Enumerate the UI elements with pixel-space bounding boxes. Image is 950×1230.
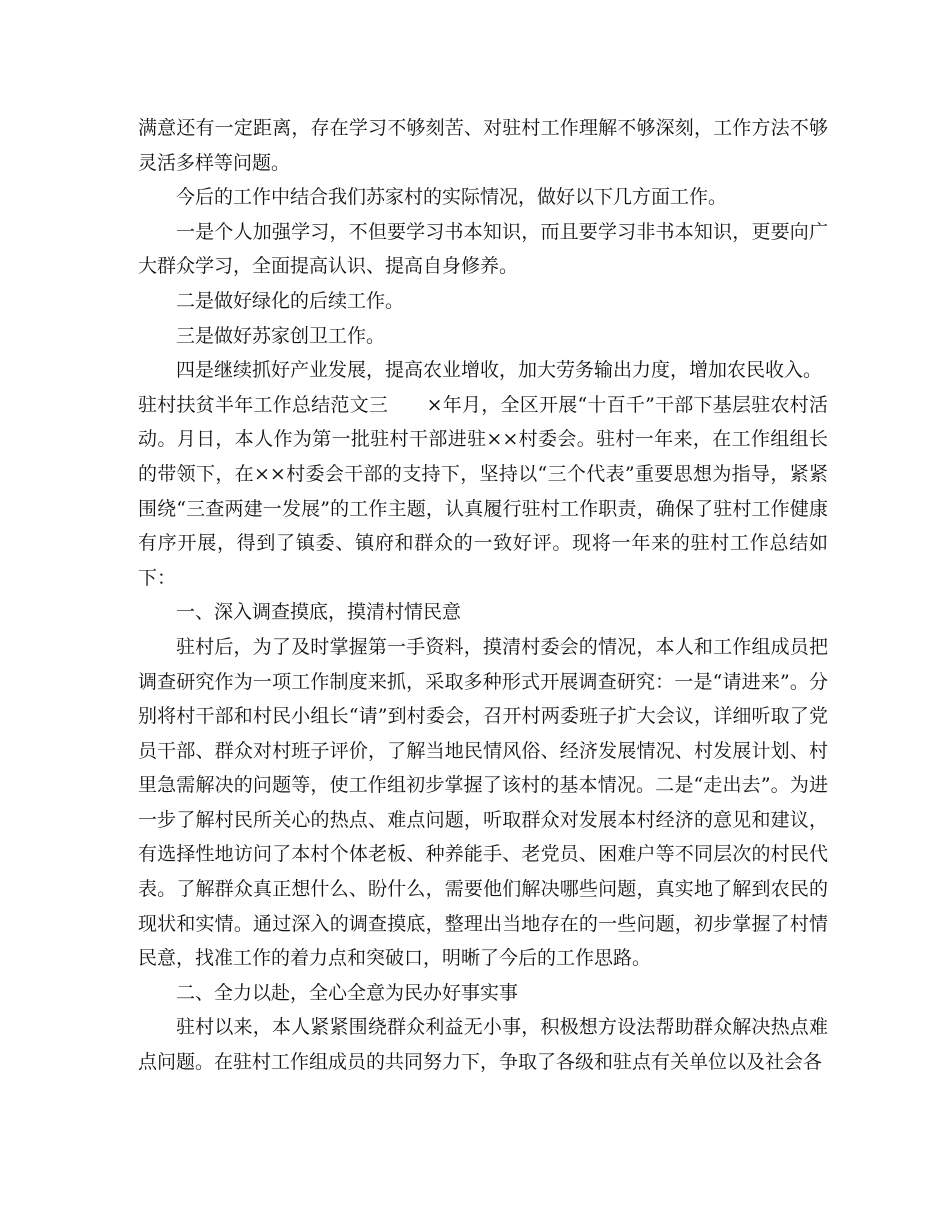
paragraph: 满意还有一定距离，存在学习不够刻苦、对驻村工作理解不够深刻，工作方法不够灵活多样等问题。 [138, 117, 828, 174]
document-body [138, 111, 828, 1080]
paragraph: 驻村扶贫半年工作总结范文三 ×年月，全区开展“十百千”干部下基层驻农村活动。月日，本人作为第一批驻村干部进驻××村委会。驻村一年来，在工作组组长的带领下，在××村委会干部的支持下，坚持以“三个代表”重要思想为指导，紧紧围绕“三查两建一发展”的工作主题，认真履行驻村工作职责，确保了驻村工作健康有序开展，得到了镇委、镇府和群众的一致好评。现将一年来的驻村工作总结如下： [138, 393, 828, 589]
paragraph: 驻村后，为了及时掌握第一手资料，摸清村委会的情况，本人和工作组成员把调查研究作为一项工作制度来抓，采取多种形式开展调查研究：一是“请进来”。分别将村干部和村民小组长“请”到村委会，召开村两委班子扩大会议，详细听取了党员干部、群众对村班子评价，了解当地民情风俗、经济发展情况、村发展计划、村里急需解决的问题等，使工作组初步掌握了该村的基本情况。二是“走出去”。为进一步了解村民所关心的热点、难点问题，听取群众对发展本村经济的意见和建议，有选择性地访问了本村个体老板、种养能手、老党员、困难户等不同层次的村民代表。了解群众真正想什么、盼什么，需要他们解决哪些问题，真实地了解到农民的现状和实情。通过深入的调查摸底，整理出当地存在的一些问题，初步掌握了村情民意，找准工作的着力点和突破口，明晰了今后的工作思路。 [138, 635, 828, 970]
paragraph: 一是个人加强学习，不但要学习书本知识，而且要学习非书本知识，更要向广大群众学习，全面提高认识、提高自身修养。 [138, 220, 828, 278]
paragraph: 驻村以来，本人紧紧围绕群众利益无小事，积极想方设法帮助群众解决热点难点问题。在驻村工作组成员的共同努力下，争取了各级和驻点有关单位以及社会各 [138, 1016, 828, 1074]
paragraph: 今后的工作中结合我们苏家村的实际情况，做好以下几方面工作。 [176, 186, 728, 209]
paragraph: 四是继续抓好产业发展，提高农业增收，加大劳务输出力度，增加农民收入。 [176, 359, 823, 382]
paragraph: 二是做好绿化的后续工作。 [176, 289, 405, 312]
section-heading: 一、深入调查摸底，摸清村情民意 [176, 601, 462, 624]
paragraph: 三是做好苏家创卫工作。 [176, 324, 386, 347]
section-heading: 二、全力以赴，全心全意为民办好事实事 [176, 981, 519, 1004]
